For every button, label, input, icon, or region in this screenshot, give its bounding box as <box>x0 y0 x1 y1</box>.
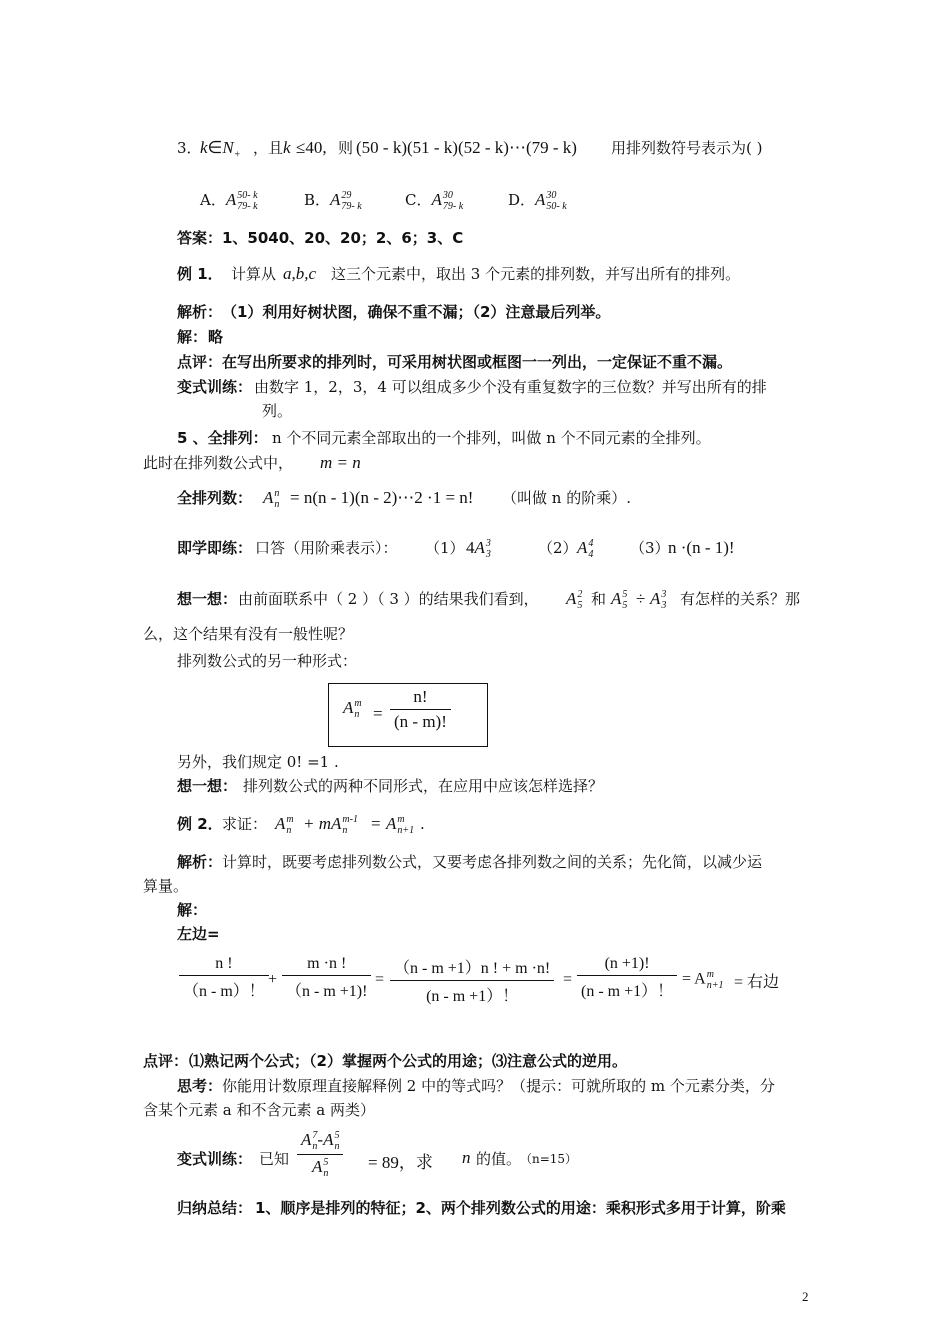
q3-var-k: k <box>200 138 208 157</box>
option-a: A．A 50- k 79- k <box>200 190 258 212</box>
q3-product: (50 - k)(51 - k)(52 - k)⋯(79 - k) <box>356 138 577 157</box>
option-c: C．A 30 79- k <box>405 190 464 212</box>
q3-number: 3． <box>177 139 202 157</box>
formula-box: A m n = $\frac{n!}{(n - m)!}$ <box>328 683 488 747</box>
variant-fraction: A 7 n -A 5 n A 5 n <box>297 1130 343 1179</box>
derivation: $\frac{n !}{(n - m)!}$ + $\frac{m \cdot n !}{(n - m +1)!}$ = $\frac{(n - m +1)n ! + m \cdot n!}{(n - m +1)!}$ = $\frac{(n +1)!}{(n - m +1)!}$ = A m n+1 = 右边 <box>176 955 816 1015</box>
page-number: 2 <box>802 1289 809 1304</box>
option-d: D．A 30 50- k <box>508 190 567 212</box>
option-b: B．A 29 79- k <box>304 190 362 212</box>
formula-fraction: $\frac{n!}{(n - m)!}$ <box>390 687 451 732</box>
variant-training-2: 变式训练： 已知 A 7 n -A 5 n A 5 n = 89，求 n 的值。 （n=15） <box>177 1130 578 1179</box>
